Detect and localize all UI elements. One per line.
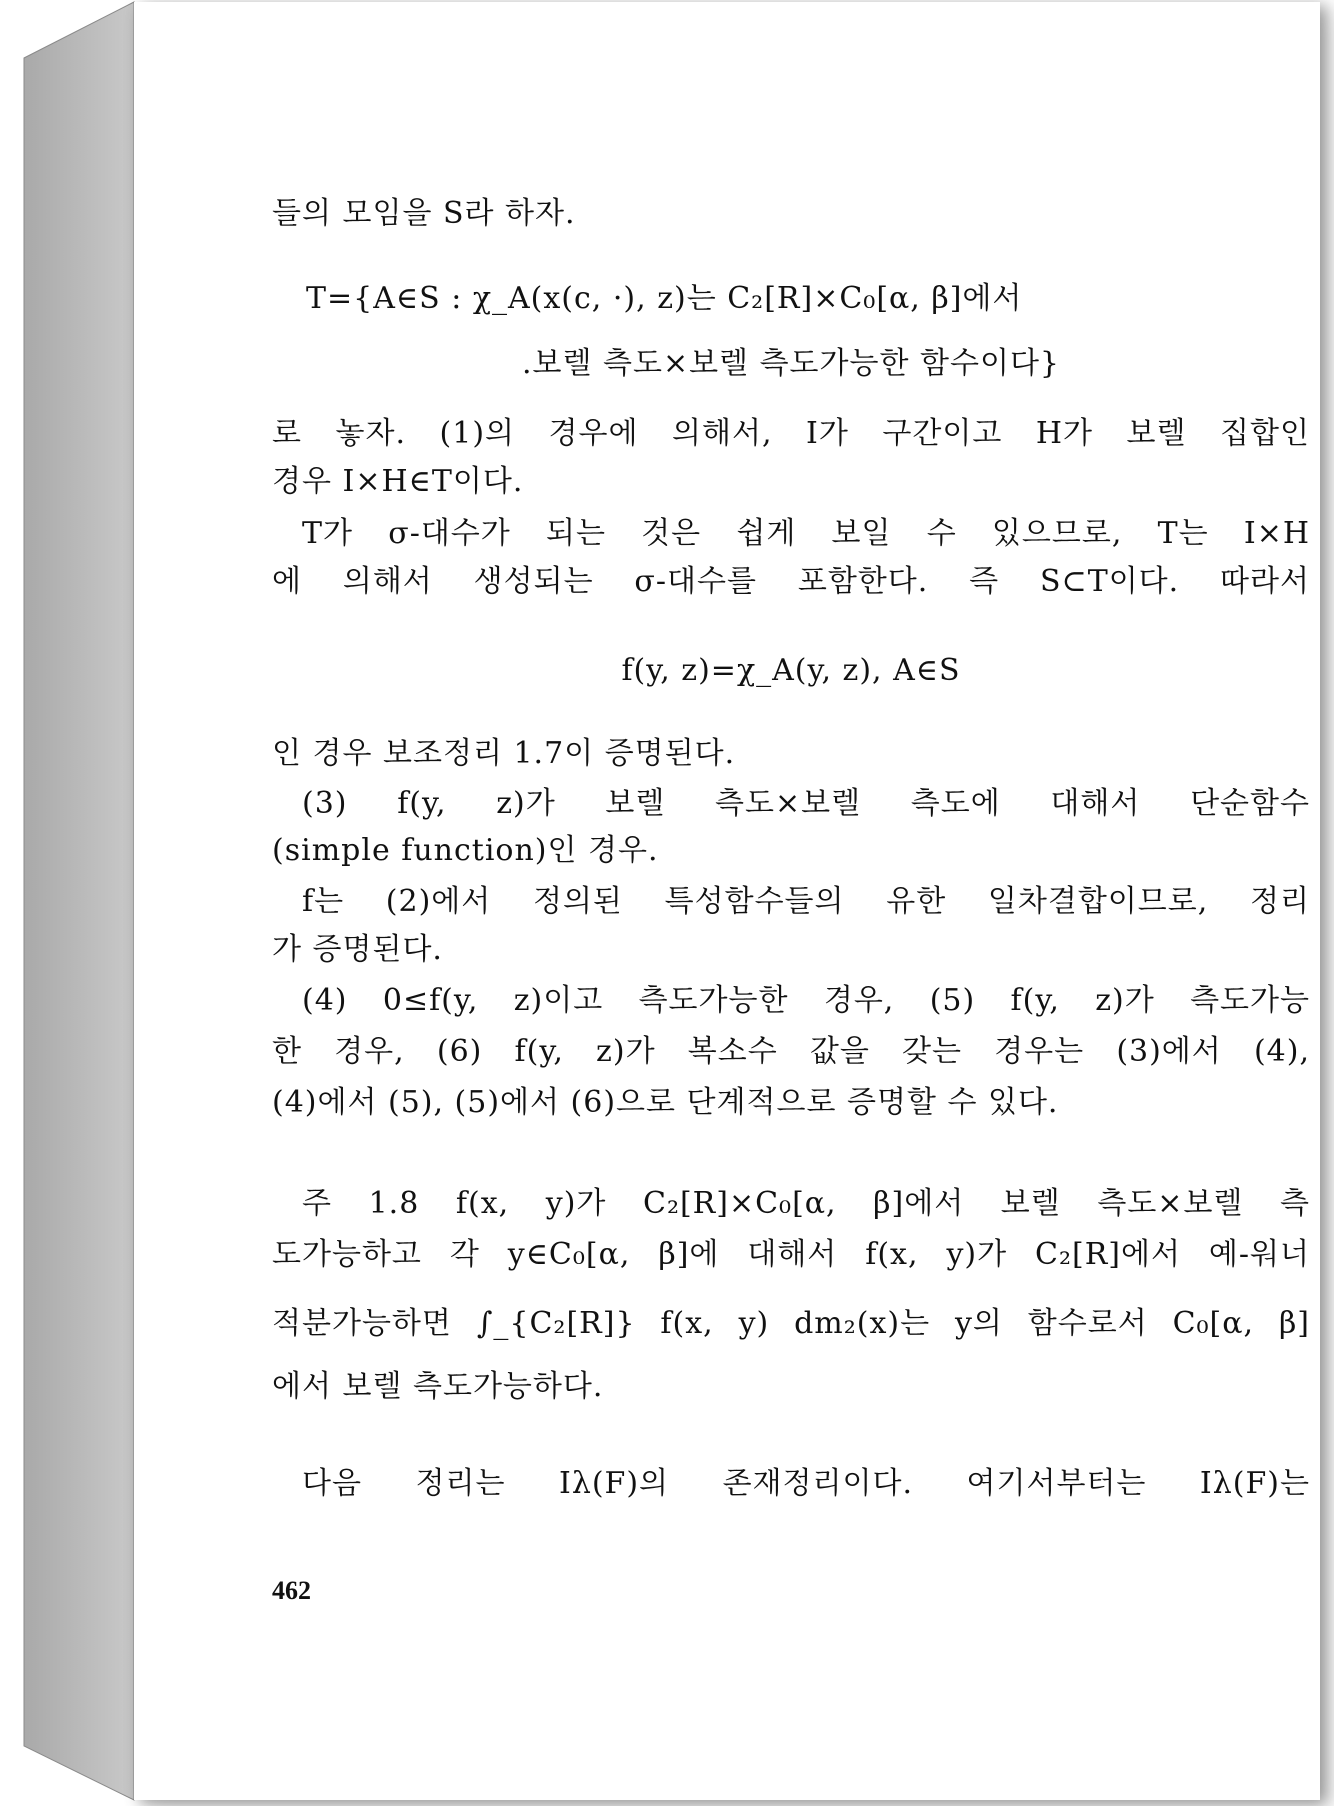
page xyxy=(134,2,1320,1800)
text-line: 가 증명된다. xyxy=(272,932,443,967)
text-line: 들의 모임을 S라 하자. xyxy=(272,196,576,231)
text-line: 다음 정리는 Iλ(F)의 존재정리이다. 여기서부터는 Iλ(F)는 xyxy=(302,1466,1310,1501)
page-number: 462 xyxy=(272,1576,311,1605)
equation-line: f(y, z)=χ_A(y, z), A∈S xyxy=(621,653,961,688)
equation-line: T={A∈S : χ_A(x(c, ·), z)는 C₂[R]×C₀[α, β]에서 xyxy=(306,281,1023,316)
text-line: 인 경우 보조정리 1.7이 증명된다. xyxy=(272,736,736,771)
equation-line: .보렐 측도×보렐 측도가능한 함수이다} xyxy=(521,346,1061,381)
remark-line: 에서 보렐 측도가능하다. xyxy=(272,1369,604,1404)
text-line: (4) 0≤f(y, z)이고 측도가능한 경우, (5) f(y, z)가 측도가능 xyxy=(302,983,1310,1018)
text-line: 경우 I×H∈T이다. xyxy=(272,464,524,499)
book-spine-edge xyxy=(0,0,140,1806)
text-line: 에 의해서 생성되는 σ-대수를 포함한다. 즉 S⊂T이다. 따라서 xyxy=(272,564,1310,599)
remark-line: 적분가능하면 ∫_{C₂[R]} f(x, y) dm₂(x)는 y의 함수로서 C₀[α, β] xyxy=(272,1306,1310,1341)
text-line: 로 놓자. (1)의 경우에 의해서, I가 구간이고 H가 보렐 집합인 xyxy=(272,416,1310,451)
text-line: 한 경우, (6) f(y, z)가 복소수 값을 갖는 경우는 (3)에서 (4), xyxy=(272,1034,1310,1069)
text-line: (simple function)인 경우. xyxy=(272,833,659,868)
remark-line: 도가능하고 각 y∈C₀[α, β]에 대해서 f(x, y)가 C₂[R]에서 예-워너 xyxy=(272,1237,1310,1272)
remark-line: 주 1.8 f(x, y)가 C₂[R]×C₀[α, β]에서 보렐 측도×보렐 측 xyxy=(302,1186,1310,1221)
text-line: (3) f(y, z)가 보렐 측도×보렐 측도에 대해서 단순함수 xyxy=(302,786,1310,821)
text-line: f는 (2)에서 정의된 특성함수들의 유한 일차결합이므로, 정리 xyxy=(302,884,1310,919)
text-line: (4)에서 (5), (5)에서 (6)으로 단계적으로 증명할 수 있다. xyxy=(272,1085,1059,1120)
text-line: T가 σ-대수가 되는 것은 쉽게 보일 수 있으므로, T는 I×H xyxy=(302,516,1310,551)
